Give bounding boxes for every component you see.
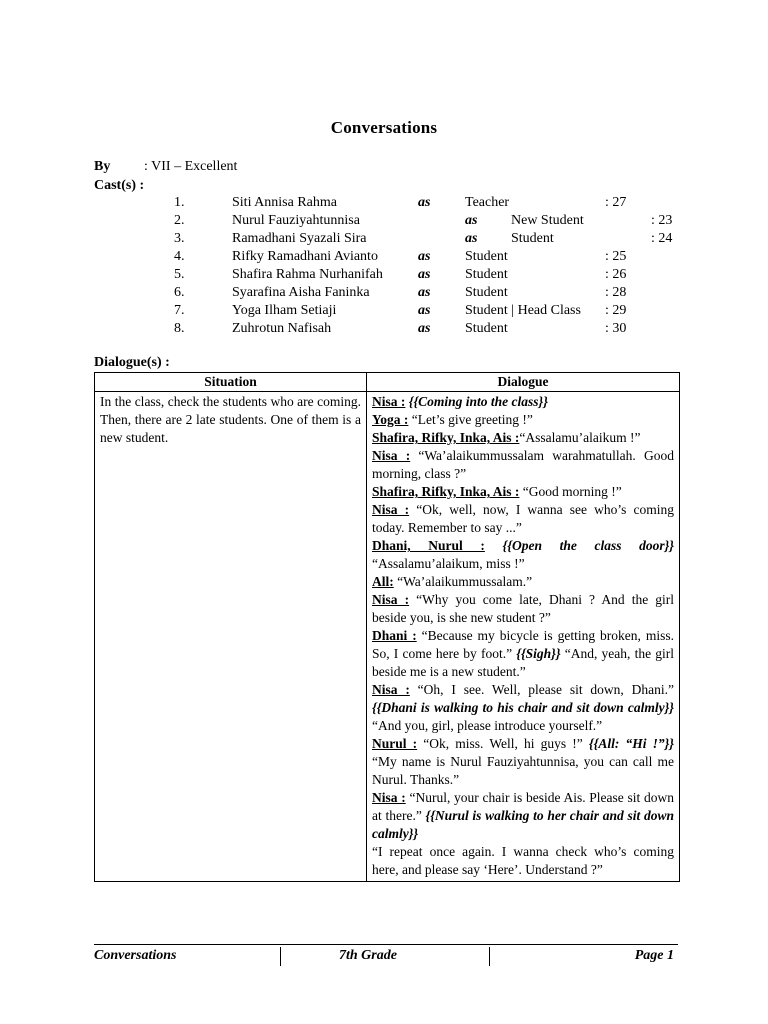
footer-separator xyxy=(489,947,490,966)
cast-student-number: : 29 xyxy=(605,303,627,318)
speaker-name: Nurul : xyxy=(372,736,418,751)
dialogue-text: “Wa’alaikummussalam.” xyxy=(393,574,533,589)
dialogue-line xyxy=(372,411,674,429)
speaker-name: Dhani : xyxy=(372,628,417,643)
dialogue-line xyxy=(372,681,674,735)
cast-student-number: : 23 xyxy=(651,213,673,228)
cast-student-number: : 24 xyxy=(651,231,673,246)
dialogue-line xyxy=(372,573,674,591)
dialogue-text: “Ok, well, now, I wanna see who’s coming today. Remember to say ...” xyxy=(372,502,675,535)
footer-middle: 7th Grade xyxy=(339,948,397,963)
cast-as: as xyxy=(465,213,478,228)
cast-name: Shafira Rahma Nurhanifah xyxy=(232,267,383,282)
cast-role: Student xyxy=(465,249,508,264)
footer-left: Conversations xyxy=(94,948,177,963)
cast-name: Syarafina Aisha Faninka xyxy=(232,285,370,300)
cast-as: as xyxy=(418,249,431,264)
speaker-name: Dhani, Nurul : xyxy=(372,538,485,553)
dialogue-label: Dialogue(s) : xyxy=(94,355,170,370)
dialogue-line xyxy=(372,789,674,843)
cast-role: Student xyxy=(465,321,508,336)
dialogue-text: “Oh, I see. Well, please sit down, Dhani.” xyxy=(409,682,675,697)
dialogue-cell xyxy=(367,392,680,882)
cast-as: as xyxy=(465,231,478,246)
cast-number: 7. xyxy=(174,303,185,318)
speaker-name: Nisa : xyxy=(372,394,406,409)
dialogue-text: “Wa’alaikummussalam warahmatullah. Good morning, class ?” xyxy=(372,448,674,481)
dialogue-text: “My name is Nurul Fauziyahtunnisa, you can call me Nurul. Thanks.” xyxy=(372,754,674,787)
cast-row xyxy=(0,284,768,302)
by-value: : VII – Excellent xyxy=(144,159,238,174)
cast-student-number: : 25 xyxy=(605,249,627,264)
cast-name: Rifky Ramadhani Avianto xyxy=(232,249,378,264)
dialogue-text: “Because my bicycle is getting broken, miss. So, I come here by foot.” xyxy=(372,628,674,661)
by-line xyxy=(94,158,237,176)
dialogue-line xyxy=(372,843,674,879)
cast-row xyxy=(0,266,768,284)
cast-name: Yoga Ilham Setiaji xyxy=(232,303,337,318)
cast-number: 1. xyxy=(174,195,185,210)
footer-divider xyxy=(94,944,678,945)
stage-direction: {{All: “Hi !”}} xyxy=(588,736,675,751)
cast-number: 6. xyxy=(174,285,185,300)
table-header-row xyxy=(95,373,680,392)
cast-as: as xyxy=(418,285,431,300)
dialogue-line xyxy=(372,591,674,627)
cast-role: New Student xyxy=(511,213,584,228)
stage-direction: {{Nurul is walking to her chair and sit down calmly}} xyxy=(372,808,674,841)
dialogue-line xyxy=(372,483,674,501)
speaker-name: Yoga : xyxy=(372,412,409,427)
cast-row xyxy=(0,320,768,338)
page-title: Conversations xyxy=(330,118,438,137)
dialogue-text: “Good morning !” xyxy=(519,484,622,499)
dialogue-line xyxy=(372,501,674,537)
stage-direction: {{Coming into the class}} xyxy=(408,394,548,409)
cast-as: as xyxy=(418,195,431,210)
dialogue-text: “And, yeah, the girl beside me is a new student.” xyxy=(372,646,674,679)
by-label: By xyxy=(94,159,111,174)
cast-row xyxy=(0,248,768,266)
dialogue-text: “Let’s give greeting !” xyxy=(408,412,533,427)
cast-row xyxy=(0,230,768,248)
dialogue-text: “Ok, miss. Well, hi guys !” xyxy=(417,736,589,751)
cast-as: as xyxy=(418,267,431,282)
dialogue-text xyxy=(485,538,503,553)
speaker-name: Shafira, Rifky, Inka, Ais : xyxy=(372,430,520,445)
cast-number: 5. xyxy=(174,267,185,282)
dialogue-text: “Why you come late, Dhani ? And the girl beside you, is she new student ?” xyxy=(372,592,675,625)
cast-role: Teacher xyxy=(465,195,510,210)
cast-student-number: : 28 xyxy=(605,285,627,300)
stage-direction: {{Open the class door}} xyxy=(502,538,674,553)
stage-direction: {{Dhani is walking to his chair and sit down calmly}} xyxy=(372,700,674,715)
dialogue-table xyxy=(94,372,680,882)
cast-number: 4. xyxy=(174,249,185,264)
cast-role: Student | Head Class xyxy=(465,303,581,318)
cast-number: 8. xyxy=(174,321,185,336)
dialogue-text: “I repeat once again. I wanna check who’s coming here, and please say ‘Here’. Understand ?” xyxy=(372,844,674,877)
speaker-name: All: xyxy=(372,574,394,589)
speaker-name: Nisa : xyxy=(372,682,410,697)
cast-role: Student xyxy=(511,231,554,246)
dialogue-line xyxy=(372,447,674,483)
cast-name: Ramadhani Syazali Sira xyxy=(232,231,367,246)
cast-name: Nurul Fauziyahtunnisa xyxy=(232,213,360,228)
dialogue-text: “Assalamu’alaikum !” xyxy=(519,430,641,445)
cast-label: Cast(s) : xyxy=(94,178,145,193)
cast-row xyxy=(0,302,768,320)
stage-direction: {{Sigh}} xyxy=(516,646,561,661)
dialogue-line xyxy=(372,627,674,681)
footer xyxy=(94,947,678,967)
cast-as: as xyxy=(418,303,431,318)
footer-separator xyxy=(280,947,281,966)
speaker-name: Shafira, Rifky, Inka, Ais : xyxy=(372,484,520,499)
footer-right: Page 1 xyxy=(634,948,674,963)
cast-role: Student xyxy=(465,267,508,282)
cast-student-number: : 27 xyxy=(605,195,627,210)
cast-row xyxy=(0,212,768,230)
cast-role: Student xyxy=(465,285,508,300)
speaker-name: Nisa : xyxy=(372,448,411,463)
dialogue-text: “Assalamu’alaikum, miss !” xyxy=(372,556,525,571)
cast-number: 2. xyxy=(174,213,185,228)
situation-cell: In the class, check the students who are coming. Then, there are 2 late students. One of them is a new student. xyxy=(95,392,367,882)
dialogue-line xyxy=(372,429,674,447)
cast-list xyxy=(0,194,768,338)
cast-student-number: : 26 xyxy=(605,267,627,282)
dialogue-line xyxy=(372,735,674,789)
dialogue-text: “Nurul, your chair is beside Ais. Please sit down at there.” xyxy=(372,790,674,823)
cast-student-number: : 30 xyxy=(605,321,627,336)
header-situation: Situation xyxy=(95,373,367,392)
dialogue-line xyxy=(372,537,674,573)
cast-name: Zuhrotun Nafisah xyxy=(232,321,332,336)
header-dialogue: Dialogue xyxy=(367,373,680,392)
dialogue-line xyxy=(372,393,674,411)
speaker-name: Nisa : xyxy=(372,790,406,805)
table-row xyxy=(95,392,680,882)
speaker-name: Nisa : xyxy=(372,502,410,517)
speaker-name: Nisa : xyxy=(372,592,410,607)
cast-number: 3. xyxy=(174,231,185,246)
cast-as: as xyxy=(418,321,431,336)
cast-row xyxy=(0,194,768,212)
dialogue-text: “And you, girl, please introduce yourself.” xyxy=(372,718,603,733)
cast-name: Siti Annisa Rahma xyxy=(232,195,337,210)
